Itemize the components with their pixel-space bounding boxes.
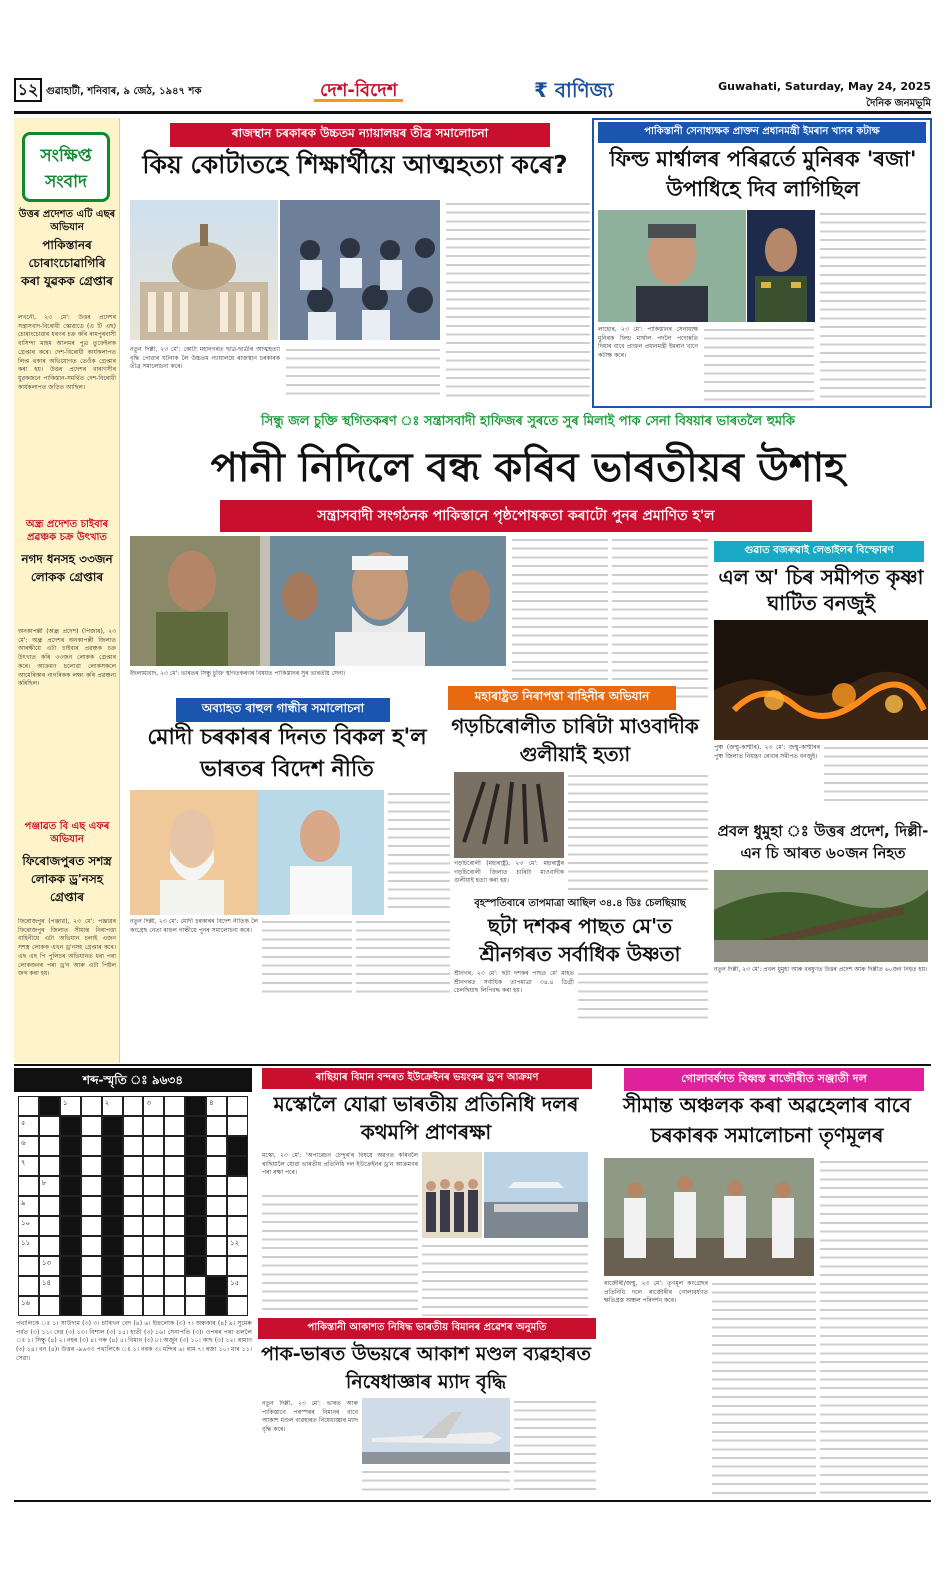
byline-imran: লাহোৰ, ২৩ মে': পাকিস্তানৰ সেনাধ্যক্ষ মুনিৰক ফিল্ড মাৰ্শ্বাল পদলৈ পদোন্নতি দিয়াৰ বাবে প্ৰাক্তন প্ৰধানমন্ত্ৰী ইমৰান খানে কটাক্ষ কৰে। xyxy=(598,326,698,360)
crossword-cell xyxy=(227,1256,248,1276)
crossword-cell xyxy=(227,1276,248,1296)
crossword-cell xyxy=(39,1116,60,1136)
headline-moscow: মস্কোলৈ যোৱা ভাৰতীয় প্ৰতিনিধি দলৰ কথমপি প্ৰাণৰক্ষা xyxy=(273,1092,579,1144)
crossword-cell xyxy=(123,1216,144,1236)
crossword-cell xyxy=(185,1196,206,1216)
crossword-cell xyxy=(185,1296,206,1316)
crossword-cell xyxy=(164,1256,185,1276)
crossword-cell xyxy=(143,1176,164,1196)
crossword-cell xyxy=(102,1196,123,1216)
body-moscow-col xyxy=(262,1192,418,1316)
byline-tmc: ৰাজৌৰী/জম্মু, ২৩ মে': তৃণমূল কংগ্ৰেছৰ প্ৰতিনিধি দলে ৰাজৌৰীৰ গোলাবৰ্ষণত ক্ষতিগ্ৰস্ত অঞ্চল পৰিদৰ্শন কৰে। xyxy=(604,1280,708,1305)
crossword-cell xyxy=(143,1276,164,1296)
body-imran-col xyxy=(820,210,926,404)
crossword-cell-number: ১১ xyxy=(21,1239,31,1247)
crossword-cell xyxy=(39,1216,60,1236)
asim-munir-photo xyxy=(747,210,815,322)
airplane-photo xyxy=(362,1398,510,1464)
crossword-cell xyxy=(102,1236,123,1256)
brief-kicker-1: উত্তৰ প্ৰদেশত এটি এছৰ অভিযান xyxy=(18,209,116,233)
lead-body-col-1 xyxy=(512,536,608,698)
crossword-cell xyxy=(227,1176,248,1196)
crossword-cell xyxy=(60,1276,81,1296)
crossword-cell xyxy=(164,1276,185,1296)
crossword-cell-number: ৫ xyxy=(21,1119,26,1127)
crossword-cell-number: ৬ xyxy=(21,1139,26,1147)
crossword-cell xyxy=(60,1156,81,1176)
crossword-cell xyxy=(81,1116,102,1136)
lead-tag: সন্ত্ৰাসবাদী সংগঠনক পাকিস্তানে পৃষ্ঠপোষকতা কৰাটো পুনৰ প্ৰমাণিত হ'ল xyxy=(220,500,812,532)
section-divider xyxy=(14,1064,931,1066)
body-tmc-col-2 xyxy=(712,1280,816,1498)
headline-storm: প্ৰবল ধুমুহা ঃ উত্তৰ প্ৰদেশ, দিল্লী-এন চি আৰত ৬০জন নিহত xyxy=(717,822,929,862)
crossword-cell xyxy=(123,1196,144,1216)
sidebar-title: সংক্ষিপ্ত সংবাদ xyxy=(22,132,110,202)
crossword-cell xyxy=(206,1196,227,1216)
lead-headline: পানী নিদিলে বন্ধ কৰিব ভাৰতীয়ৰ উশাহ xyxy=(210,445,846,491)
crossword-cell xyxy=(60,1176,81,1196)
crossword-cell xyxy=(39,1276,60,1296)
rupee-icon: ₹ xyxy=(534,78,548,102)
crossword-cell xyxy=(81,1216,102,1236)
body-tmc-col xyxy=(820,1158,928,1498)
crossword-cell xyxy=(143,1136,164,1156)
crossword-cell xyxy=(206,1276,227,1296)
crossword-cell xyxy=(206,1256,227,1276)
body-srinagar-col xyxy=(578,970,708,1020)
crossword-cell xyxy=(123,1176,144,1196)
body-airspace-col xyxy=(362,1468,510,1496)
imran-khan-photo xyxy=(598,210,746,322)
story-tag-forest: গুৱাত বজৰুৱাই লেঙাইলৰ বিস্ফোৰণ xyxy=(714,541,924,562)
crossword-cell xyxy=(123,1156,144,1176)
crossword-cell xyxy=(227,1296,248,1316)
story-tag-tmc: গোলাবৰ্ষণত বিধ্বস্ত ৰাজৌৰীত সঞ্জাতী দল xyxy=(624,1068,924,1091)
body-maoist-col xyxy=(568,772,708,892)
body-kota-col xyxy=(446,200,590,400)
crossword-cell xyxy=(102,1096,123,1116)
crossword-cell xyxy=(39,1196,60,1216)
crossword-cell xyxy=(81,1236,102,1256)
byline-maoist: গড়চিৰোলী (মহাৰাষ্ট্ৰ), ২৩ মে': মহাৰাষ্ট্ৰৰ গড়চিৰোলী জিলাত চাৰিটা মাওবাদীক গুলীয়াই হত্যা কৰা হয়। xyxy=(454,860,564,885)
page-bottom-rule xyxy=(14,1500,931,1502)
crossword-cell-number: ১২ xyxy=(230,1239,240,1247)
body-kota-col-2 xyxy=(286,346,440,400)
crossword-cell xyxy=(227,1156,248,1176)
crossword-cell xyxy=(206,1296,227,1316)
crossword-cell-number: ১৩ xyxy=(41,1259,51,1267)
brief-body-2: অনকাপল্লী (অন্ধ্ৰ প্ৰদেশ) (পিজাৰ), ২৩ মে': অন্ধ্ৰ প্ৰদেশৰ অনকাপল্লী জিলাত আৰক্ষীয়ে এটা চাইবাৰ প্ৰৱঞ্চক চক্ৰ উৎখাত কৰি ৩৩জন লোকক গ্ৰেপ্তাৰ কৰে। আক্ৰমণ চলোৱা লোকসকলে আমেৰিকাৰ নাগৰিকক লক্ষ্য কৰি প্ৰৱঞ্চনা কৰিছিল। xyxy=(18,628,116,688)
body-rahul-col-2 xyxy=(262,918,352,994)
crossword-cell xyxy=(164,1236,185,1256)
weapons-seized-photo xyxy=(454,772,564,858)
crossword-cell xyxy=(81,1196,102,1216)
brief-headline-1: পাকিস্তানৰ চোৰাংচোৱাগিৰি কৰা যুৱকক গ্ৰেপ্তাৰ xyxy=(21,238,113,288)
crossword-cell-number: ১৫ xyxy=(230,1279,240,1287)
crossword-cell xyxy=(18,1136,39,1156)
headline-srinagar: ছটা দশকৰ পাছত মে'ত শ্ৰীনগৰত সৰ্বাধিক উষ্ণতা xyxy=(479,914,681,966)
crossword-cell xyxy=(18,1236,39,1256)
crossword-cell xyxy=(18,1116,39,1136)
crossword-cell xyxy=(206,1176,227,1196)
brief-headline-3: ফিৰোজপুৰত সশস্ত্ৰ লোকক ড্ৰ'নসহ গ্ৰেপ্তাৰ xyxy=(22,854,112,904)
crossword-cell xyxy=(164,1296,185,1316)
crossword-cell xyxy=(164,1116,185,1136)
crossword-cell xyxy=(164,1216,185,1236)
crossword-cell xyxy=(206,1136,227,1156)
crossword-cell xyxy=(123,1136,144,1156)
crossword-cell xyxy=(143,1156,164,1176)
crossword-cell xyxy=(60,1236,81,1256)
story-tag-moscow: ৰাছিয়াৰ বিমান বন্দৰত ইউক্ৰেইনৰ ভয়ংকৰ ড্ৰ'ন আক্ৰমণ xyxy=(262,1068,592,1089)
crossword-cell-number: ১৬ xyxy=(21,1299,31,1307)
crossword-cell xyxy=(81,1156,102,1176)
crossword-cell xyxy=(164,1176,185,1196)
body-rahul-col xyxy=(388,790,450,915)
crossword-cell xyxy=(60,1256,81,1276)
crossword-cell-number: ৭ xyxy=(21,1159,26,1167)
crossword-cell xyxy=(227,1236,248,1256)
crossword-cell xyxy=(123,1296,144,1316)
crossword-cell xyxy=(185,1096,206,1116)
crossword-cell-number: ১০ xyxy=(21,1219,31,1227)
crossword-cell xyxy=(18,1296,39,1316)
body-forest-col xyxy=(824,744,928,806)
crossword-cell xyxy=(185,1156,206,1176)
delegation-photo xyxy=(422,1152,482,1238)
crossword-cell xyxy=(227,1096,248,1116)
brief-kicker-2: অন্ধ্ৰ প্ৰদেশত চাইবাৰ প্ৰৱঞ্চক চক্ৰ উৎখাত xyxy=(25,519,109,543)
crossword-grid xyxy=(18,1096,248,1316)
airport-photo xyxy=(484,1152,588,1238)
crossword-cell-number: ১৪ xyxy=(41,1279,51,1287)
storm-fallen-tree-photo xyxy=(714,870,928,962)
tmc-delegation-photo xyxy=(604,1158,814,1276)
headline-airspace: পাক-ভাৰত উভয়ৰে আকাশ মণ্ডল ব্যৱহাৰত নিষেধাজ্ঞাৰ ম্যাদ বৃদ্ধি xyxy=(261,1343,591,1393)
crossword-cell xyxy=(143,1256,164,1276)
crossword-cell xyxy=(185,1236,206,1256)
crossword-clues: পথালিকে ঃ ১। সাউদাম (৩) ৩। চাৰিখন বেদ (৪) ৬। ইন্দ্ৰলোক (৩) ৭। অন্ধকাৰ (৪) ৯। সুমেৰু পৰ্বত (৩) ১১। দেৱ (৩) ১৩। বিশাল (৩) ১৫। হাতী (৩) ১৬। সেনাপতি (৩)। ওপৰৰ পৰা তললৈ ঃ ১। সিন্ধু (৪) ২। নহৰ (৩) ৪। গৰু (৪) ৫। বিমান (৩) ৮। অৰ্জুন (৩) ১০। কাছ (৩) ১২। ৰামাণ (৩) ১৪। বন (৪)। উত্তৰ -৯৬৩৩ পথালিকে ঃ ১। নৰক ৩। মন্দিৰ ৬। ৰাম ৭। ৰজা ১০। মাৰ ১১। সেৱা। xyxy=(16,1320,252,1362)
brief-body-1: লখনৌ, ২৩ মে': উত্তৰ প্ৰদেশৰ সন্ত্ৰাসবাদ-বিৰোধী স্কোৱাডে (এ টি এছ) চোৰাংচোৱাৰ ধৰণৰ চক্ৰ কৰি ৰামপুৰবাসী বাসিন্দা মাহম আলমৰ পুত্ৰ তুফেইলক গ্ৰেপ্তাৰ কৰে। দেশ-বিৰোধী কাৰ্যকলাপত লিপ্ত থকাৰ অভিযোগত তেওঁক গ্ৰেপ্তাৰ কৰা হয়। উত্তৰ প্ৰদেশৰ বাৰাণসীৰ যুৱকজনে পাকিস্তান-সমৰ্থিত দেশ-বিৰোধী কাৰ্যকলাপত জড়িত আছিল। xyxy=(18,314,116,391)
crossword-cell xyxy=(102,1116,123,1136)
lead-body-col-2 xyxy=(612,536,708,698)
story-tag-maoist: মহাৰাষ্ট্ৰত নিৰাপত্তা বাহিনীৰ অভিযান xyxy=(448,686,676,710)
crossword-cell xyxy=(60,1116,81,1136)
crossword-cell xyxy=(123,1256,144,1276)
crossword-cell xyxy=(185,1136,206,1156)
headline-forest: এল অ' চিৰ সমীপত কৃষ্ণা ঘাটিত বনজুই xyxy=(718,565,924,615)
crossword-cell xyxy=(102,1156,123,1176)
newspaper-name: দৈনিক জনমভূমি xyxy=(866,98,931,109)
supreme-court-photo xyxy=(130,200,278,340)
story-tag-imran: পাকিস্তানী সেনাধ্যক্ষক প্ৰাক্তন প্ৰধানমন্ত্ৰী ইমৰান খানৰ কটাক্ষ xyxy=(598,122,926,143)
crossword-cell xyxy=(18,1256,39,1276)
body-rahul-col-3 xyxy=(356,918,450,994)
date-assamese: গুৱাহাটী, শনিবাৰ, ৯ জেঠ, ১৯৪৭ শক xyxy=(46,86,202,97)
section-logo-banijya xyxy=(534,76,613,104)
byline-airspace: নতুন দিল্লী, ২৩ মে': ভাৰত আৰু পাকিস্তানে পৰস্পৰৰ বিমানৰ বাবে আকাশ মণ্ডল ব্যৱহাৰত নিষেধাজ্ঞাৰ ম্যাদ বৃদ্ধি কৰে। xyxy=(262,1400,358,1434)
crossword-cell xyxy=(206,1116,227,1136)
crossword-cell xyxy=(206,1156,227,1176)
crossword-cell-number: ৩ xyxy=(146,1099,152,1107)
crossword-cell xyxy=(60,1296,81,1316)
headline-maoist: গড়চিৰোলীত চাৰিটা মাওবাদীক গুলীয়াই হত্যা xyxy=(451,714,699,766)
crossword-cell xyxy=(102,1296,123,1316)
crossword-cell-number: ২ xyxy=(104,1099,110,1107)
crossword-cell xyxy=(60,1216,81,1236)
crossword-cell-number: ১ xyxy=(62,1099,68,1107)
crossword-cell xyxy=(123,1276,144,1296)
body-airspace-col-2 xyxy=(514,1398,596,1496)
crossword-cell xyxy=(81,1096,102,1116)
crossword-cell xyxy=(185,1216,206,1236)
crossword-cell xyxy=(18,1276,39,1296)
crossword-cell xyxy=(123,1096,144,1116)
crossword-cell xyxy=(18,1216,39,1236)
crossword-cell xyxy=(164,1096,185,1116)
crossword-cell xyxy=(81,1256,102,1276)
crossword-cell xyxy=(39,1096,60,1116)
crossword-cell xyxy=(39,1256,60,1276)
crossword-cell xyxy=(185,1276,206,1296)
headline-rahul: মোদী চৰকাৰৰ দিনত বিকল হ'ল ভাৰতৰ বিদেশ নীতি xyxy=(147,725,427,782)
headline-tmc: সীমান্ত অঞ্চলক কৰা অৱহেলাৰ বাবে চৰকাৰক সমালোচনা তৃণমূলৰ xyxy=(623,1093,911,1147)
crossword-cell-number: ৪ xyxy=(209,1099,214,1107)
crossword-cell xyxy=(206,1096,227,1116)
crossword-cell xyxy=(143,1216,164,1236)
forest-fire-photo xyxy=(714,620,928,740)
crossword-cell xyxy=(143,1196,164,1216)
section-logo-desh-bidesh: দেশ-বিদেশ xyxy=(314,76,403,102)
brief-headline-2: নগদ ধনসহ ৩৩জন লোকক গ্ৰেপ্তাৰ xyxy=(21,552,113,584)
srinagar-kicker: বৃহস্পতিবাৰে তাপমাত্ৰা আছিল ৩৪.৪ ডিঃ চেলছিয়াছ xyxy=(474,898,686,909)
body-moscow-col-2 xyxy=(422,1242,588,1316)
crossword-cell-number: ৮ xyxy=(41,1179,47,1187)
story-tag-rahul: অব্যাহত ৰাহুল গান্ধীৰ সমালোচনা xyxy=(176,698,390,722)
crossword-cell xyxy=(164,1196,185,1216)
crossword-title: শব্দ-স্মৃতি ঃ ৯৬৩৪ xyxy=(14,1068,252,1092)
headline-kota: কিয় কোটাতহে শিক্ষাৰ্থীয়ে আত্মহত্যা কৰে? xyxy=(142,150,568,179)
crossword-cell xyxy=(81,1176,102,1196)
crossword-cell xyxy=(102,1176,123,1196)
crossword-cell xyxy=(102,1216,123,1236)
brief-kicker-3: পঞ্জাৱত বি এছ এফৰ অভিযান xyxy=(24,821,110,845)
byline-storm: নতুন দিল্লী, ২৩ মে': প্ৰবল ধুমুহা আৰু বৰষুণত উত্তৰ প্ৰদেশ আৰু দিল্লীত ৬০জন নিহত হয়। xyxy=(714,966,928,973)
banijya-label: বাণিজ্য xyxy=(554,78,614,102)
brief-body-3: ফিৰোজপুৰ (পঞ্জাৱ), ২৩ মে': পঞ্জাৱৰ ফিৰোজপুৰ জিলাত সীমান্ত নিৰাপত্তা বাহিনীয়ে এটা অভিযান চলাই এজন সশস্ত্ৰ লোকক এখন ড্ৰ'নসহ গ্ৰেপ্তাৰ কৰে। এছ এছ পি পুলিচৰ অভিযানত ধৰা পৰা লোকজনৰ পৰা ড্ৰ'ন আৰু এটা পিষ্টল জব্দ কৰা হয়। xyxy=(18,918,116,978)
crossword-cell-number: ৯ xyxy=(21,1199,26,1207)
byline-kota: নতুন দিল্লী, ২৩ মে': কোটা মহানগৰত ছাত্ৰ-ছাত্ৰীৰ আত্মহত্যা বৃদ্ধি পোৱাৰ ঘটনাক লৈ উচ্চতম ন্যায়ালয়ে ৰাজস্থান চৰকাৰক তীব্ৰ সমালোচনা কৰে। xyxy=(130,346,280,371)
crossword-cell xyxy=(185,1256,206,1276)
crossword-cell xyxy=(60,1096,81,1116)
crossword-cell xyxy=(123,1236,144,1256)
byline-srinagar: শ্ৰীনগৰ, ২৩ মে': ছটা দশকৰ পাছত মে' মাহত শ্ৰীনগৰত সৰ্বাধিক তাপমাত্ৰা ৩৪.৪ ডিগ্ৰী চেলছিয়াছ লিপিবদ্ধ কৰা হয়। xyxy=(454,970,574,995)
body-imran-col-2 xyxy=(704,326,814,404)
crossword-cell xyxy=(143,1116,164,1136)
masthead xyxy=(14,76,931,108)
crossword-cell xyxy=(227,1216,248,1236)
crossword-cell xyxy=(18,1096,39,1116)
students-classroom-photo xyxy=(280,200,440,340)
crossword-cell xyxy=(206,1216,227,1236)
crossword-cell xyxy=(39,1296,60,1316)
story-tag-kota: ৰাজস্থান চৰকাৰক উচ্চতম ন্যায়ালয়ৰ তীব্ৰ সমালোচনা xyxy=(170,123,550,147)
crossword-cell xyxy=(18,1156,39,1176)
date-english: Guwahati, Saturday, May 24, 2025 xyxy=(718,80,931,93)
byline-rahul: নতুন দিল্লী, ২৩ মে': মোদী চৰকাৰৰ বিদেশ নীতিক লৈ কংগ্ৰেছ নেতা ৰাহুল গান্ধীয়ে পুনৰ সমালোচনা কৰে। xyxy=(130,918,258,934)
masthead-rule xyxy=(14,111,931,114)
crossword-cell xyxy=(60,1136,81,1156)
crossword-cell xyxy=(18,1196,39,1216)
crossword-cell xyxy=(185,1116,206,1136)
crossword-cell xyxy=(143,1236,164,1256)
lead-photo-army-hafiz xyxy=(130,536,506,666)
page-number: ১২ xyxy=(14,78,42,102)
crossword-cell xyxy=(143,1296,164,1316)
crossword-cell xyxy=(227,1196,248,1216)
crossword-cell xyxy=(60,1196,81,1216)
crossword-cell xyxy=(164,1156,185,1176)
modi-rahul-photo xyxy=(130,790,384,915)
crossword-cell xyxy=(39,1176,60,1196)
crossword-cell xyxy=(123,1116,144,1136)
crossword-cell xyxy=(39,1236,60,1256)
crossword-cell xyxy=(39,1156,60,1176)
crossword-cell xyxy=(81,1136,102,1156)
crossword-cell xyxy=(81,1276,102,1296)
crossword-cell xyxy=(18,1176,39,1196)
crossword-cell xyxy=(206,1236,227,1256)
crossword-cell xyxy=(227,1136,248,1156)
headline-imran: ফিল্ড মাৰ্শ্বালৰ পৰিৱৰ্তে মুনিৰক 'ৰজা' উপাধিহে দিব লাগিছিল xyxy=(609,147,917,201)
lead-kicker: সিন্ধু জল চুক্তি স্থগিতকৰণ ঃ সন্ত্ৰাসবাদী হাফিজৰ সুৰতে সুৰ মিলাই পাক সেনা বিষয়াৰ ভাৰতলৈ হুমকি xyxy=(261,414,795,429)
crossword-cell xyxy=(81,1296,102,1316)
byline-moscow: মস্কো, ২৩ মে': 'অপাৰেচন চেন্দুৰ'ৰ বিষয়ে অৱগত কৰিবলৈ ৰাছিয়ালৈ যোৱা ভাৰতীয় প্ৰতিনিধি দল ইউক্ৰেইনৰ ড্ৰ'ন আক্ৰমণৰ পৰা ৰক্ষা পৰে। xyxy=(262,1152,418,1177)
crossword-cell xyxy=(102,1136,123,1156)
crossword-cell xyxy=(102,1276,123,1296)
crossword-cell xyxy=(164,1136,185,1156)
crossword-cell xyxy=(102,1256,123,1276)
sidebar-brief-news xyxy=(14,118,120,1063)
crossword-cell xyxy=(227,1116,248,1136)
crossword-cell xyxy=(185,1176,206,1196)
lead-byline: ইছলামাবাদ, ২৩ মে': ভাৰতৰ সিন্ধু চুক্তি স্থগিতকৰণৰ বিষয়ত পাকিস্তানৰ সুৰ ভাৰতীয় সেনা। xyxy=(130,670,346,677)
crossword-cell xyxy=(143,1096,164,1116)
byline-forest: পুঞ্চ (জম্মু-কাশ্মীৰ), ২৩ মে': জম্মু-কাশ্মীৰৰ পুঞ্চ জিলাত নিয়ন্ত্ৰণ ৰেখাৰ সমীপত বনজুই। xyxy=(714,744,820,760)
crossword-cell xyxy=(39,1136,60,1156)
story-tag-airspace: পাকিস্তানী আকাশত নিষিদ্ধ ভাৰতীয় বিমানৰ প্ৰৱেশৰ অনুমতি xyxy=(258,1318,596,1339)
